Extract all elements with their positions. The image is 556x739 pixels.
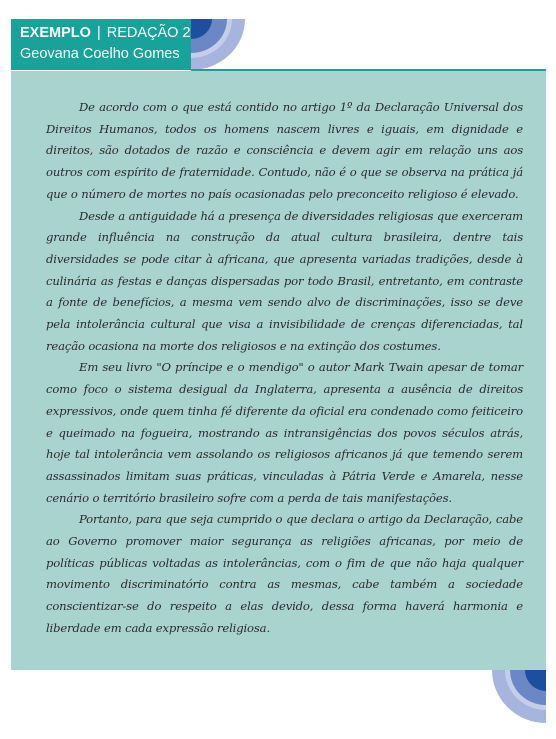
essay-paragraph-4: Portanto, para que seja cumprido o que declara o artigo da Declaração, cabe ao Governo promover maior segurança as religiões africanas, por meio de políticas públicas voltadas as intolerâncias, com o fim de que não haja qualquer movimento discriminatório contra as mesmas, cabe também a sociedade conscientizar-se do respeito a elas devido, dessa forma haverá harmonia e liberdade em cada expressão religiosa.	[46, 512, 523, 635]
decorative-arcs-bottom-icon	[492, 670, 546, 723]
example-header-tag	[11, 19, 191, 70]
essay-text	[46, 97, 523, 640]
example-label: EXEMPLO	[20, 25, 91, 41]
essay-paragraph-2: Desde a antiguidade há a presença de diversidades religiosas que exerceram grande influência na construção da atual cultura brasileira, dentre tais diversidades se pode citar à africana, que apresenta variadas tradições, desde à culinária as festas e danças dispersadas por todo Brasil, entretanto, em contraste a fonte de benefícios, a mesma vem sendo alvo de discriminações, isso se deve pela intolerância cultural que visa a invisibilidade de crenças diferenciadas, tal reação ocasiona na morte dos religiosos e na extinção dos costumes.	[46, 208, 523, 353]
example-heading	[20, 24, 191, 43]
essay-paragraph-1: De acordo com o que está contido no artigo 1º da Declaração Universal dos Direitos Humanos, todos os homens nascem livres e iguais, em dignidade e direitos, são dotados de razão e consciência e devem agir em relação uns aos outros com espírito de fraternidade. Contudo, não é o que se observa na prática já que o número de mortes no país ocasionadas pelo preconceito religioso é elevado.	[46, 100, 523, 201]
essay-number-title: REDAÇÃO 2	[106, 25, 191, 41]
heading-separator: |	[96, 25, 101, 41]
decorative-arcs-top-icon	[191, 19, 245, 70]
essay-box	[11, 71, 546, 670]
author-name: Geovana Coelho Gomes	[20, 46, 180, 62]
essay-paragraph-3: Em seu livro "O príncipe e o mendigo" o autor Mark Twain apesar de tomar como foco o sistema desigual da Inglaterra, apresenta a ausência de direitos expressivos, onde quem tinha fé diferente da oficial era condenado como feiticeiro e queimado na fogueira, mostrando as intransigências dos povos séculos atrás, hoje tal intolerância vem assolando os religiosos africanos já que temendo serem assassinados limitam suas práticas, vinculadas à Pátria Verde e Amarela, nesse cenário o território brasileiro sofre com a perda de tais manifestações.	[46, 360, 523, 505]
